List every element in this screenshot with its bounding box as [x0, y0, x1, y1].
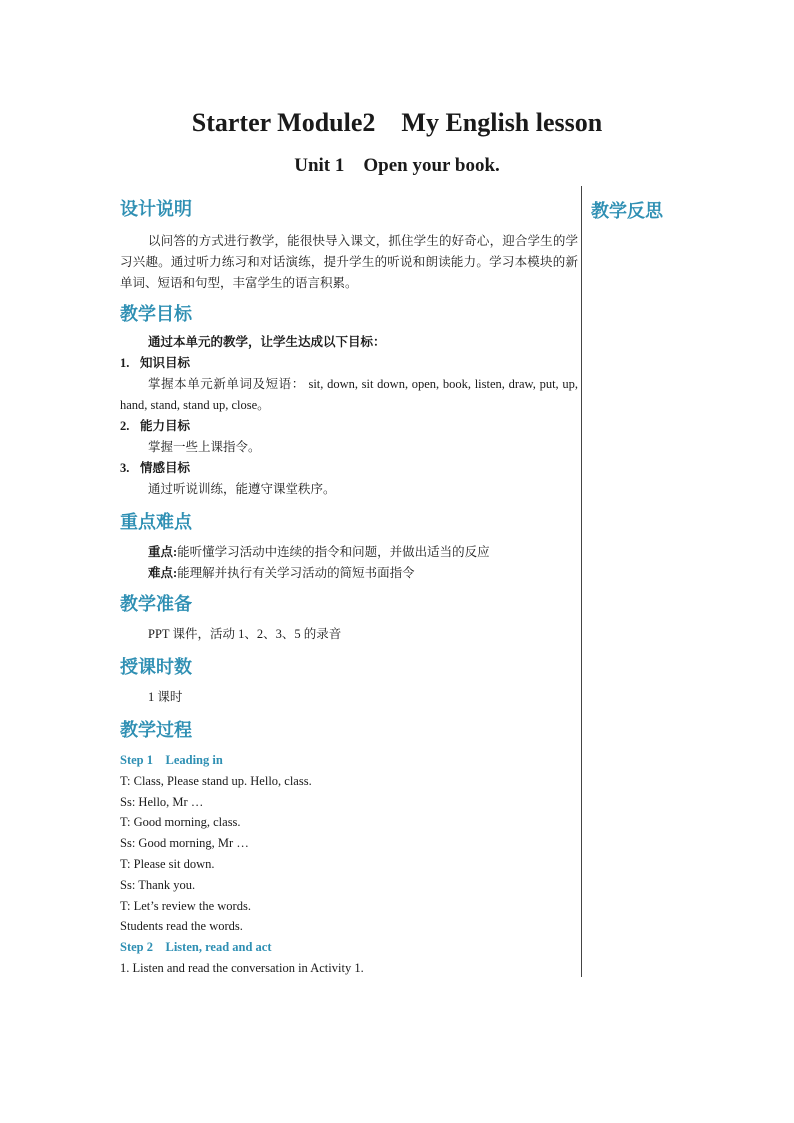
- step-heading: Step 1 Leading in: [120, 753, 223, 767]
- dialogue-line: Ss: Hello, Mr …: [120, 794, 204, 809]
- goals-intro: 通过本单元的教学，让学生达成以下目标：: [148, 335, 386, 349]
- goal-number: 2.: [120, 419, 130, 433]
- dialogue-line: T: Class, Please stand up. Hello, class.: [120, 773, 312, 788]
- goals-heading: 教学目标: [120, 304, 192, 324]
- dialogue-line: T: Good morning, class.: [120, 815, 241, 830]
- step-heading: Step 2 Listen, read and act: [120, 940, 272, 955]
- goal-item-title: [120, 458, 578, 479]
- goal-text: 掌握本单元新单词及短语： sit, down, sit down, open, book, listen, draw, put, up, hand, stand, stand up, close。: [120, 377, 578, 412]
- dialogue-line: T: Please sit down.: [120, 856, 215, 871]
- difficult-point-line: [120, 563, 578, 584]
- key-point-text: 能听懂学习活动中连续的指令和问题，并做出适当的反应: [177, 545, 490, 559]
- dialogue-line: T: Let’s review the words.: [120, 898, 251, 913]
- key-points-heading: 重点难点: [120, 512, 192, 532]
- hours-heading: 授课时数: [120, 657, 192, 677]
- process-heading: 教学过程: [120, 720, 192, 740]
- goal-item-title: [120, 416, 578, 437]
- hours-text: 1 课时: [148, 690, 183, 704]
- goal-number: 3.: [120, 461, 130, 475]
- lesson-plan-body: [120, 197, 578, 979]
- dialogue-line: Ss: Good morning, Mr …: [120, 836, 249, 851]
- activity-line: 1. Listen and read the conversation in Activity 1.: [120, 960, 364, 975]
- goal-text: 掌握一些上课指令。: [148, 440, 261, 454]
- difficult-point-label: 难点:: [148, 566, 178, 580]
- goal-title: 知识目标: [140, 356, 191, 370]
- goal-text: 通过听说训练，能遵守课堂秩序。: [148, 482, 336, 496]
- goal-title: 情感目标: [140, 461, 191, 475]
- dialogue-line: Students read the words.: [120, 919, 243, 934]
- unit-subtitle: Unit 1 Open your book.: [294, 155, 500, 176]
- key-point-line: [120, 542, 578, 563]
- goal-number: 1.: [120, 356, 130, 370]
- design-text: 以问答的方式进行教学，能很快导入课文，抓住学生的好奇心，迎合学生的学习兴趣。通过听力练习和对话演练，提升学生的听说和朗读能力。学习本模块的新单词、短语和句型，丰富学生的语言积累。: [120, 234, 578, 290]
- goal-item-title: [120, 353, 578, 374]
- goal-title: 能力目标: [140, 419, 191, 433]
- preparation-heading: 教学准备: [120, 594, 192, 614]
- preparation-text: PPT 课件，活动 1、2、3、5 的录音: [148, 627, 342, 641]
- difficult-point-text: 能理解并执行有关学习活动的简短书面指令: [177, 566, 415, 580]
- design-heading: 设计说明: [120, 199, 192, 219]
- reflection-heading: 教学反思: [591, 201, 663, 221]
- page-title: Starter Module2 My English lesson: [191, 108, 603, 137]
- dialogue-line: Ss: Thank you.: [120, 877, 196, 892]
- column-divider: [581, 186, 582, 977]
- key-point-label: 重点:: [148, 545, 178, 559]
